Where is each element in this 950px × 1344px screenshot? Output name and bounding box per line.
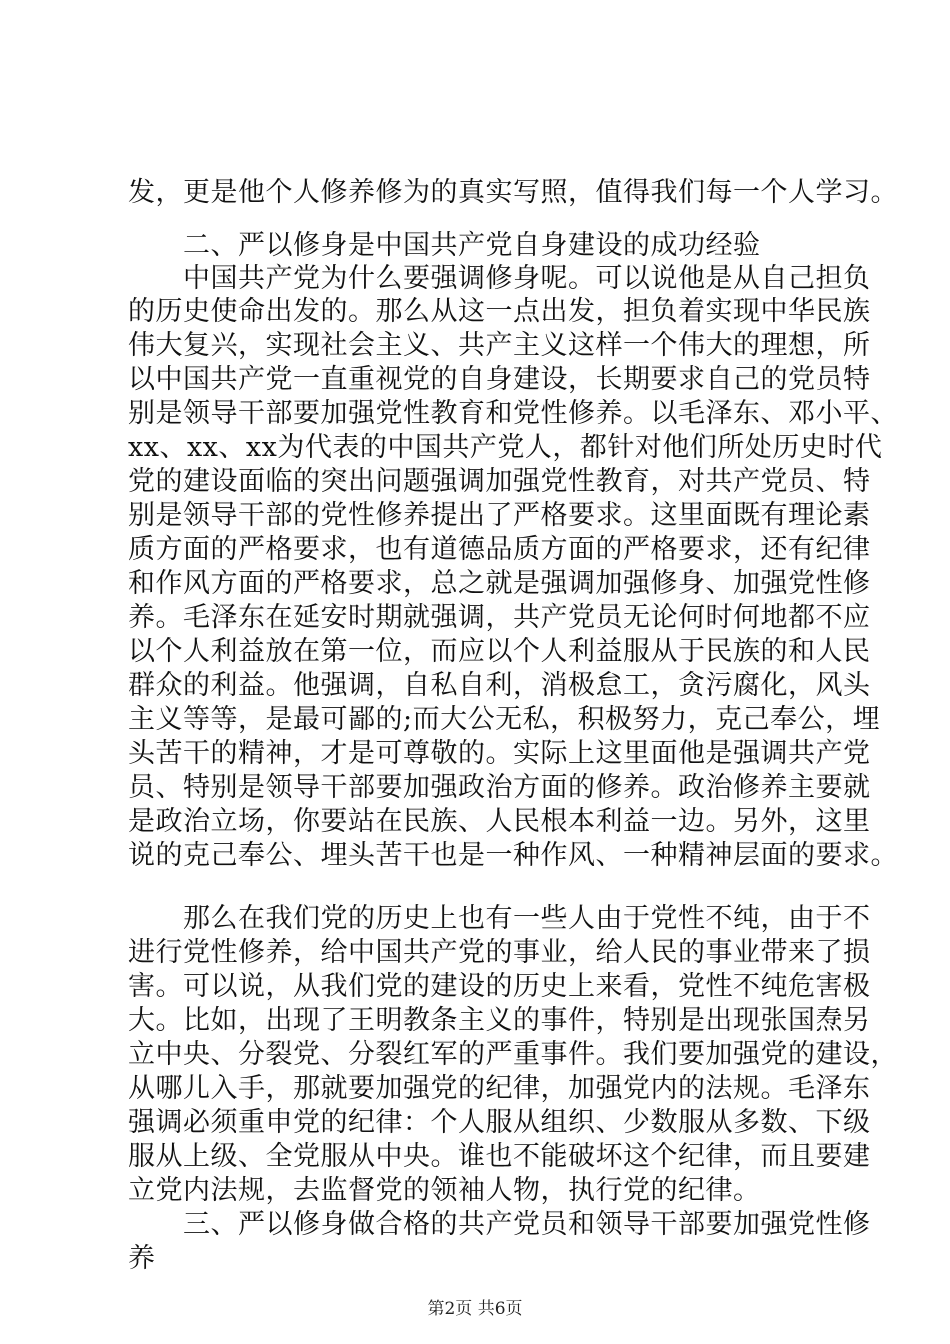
text-line: 别是领导干部的党性修养提出了严格要求。这里面既有理论素 [128, 500, 871, 531]
text-line: 头苦干的精神，才是可尊敬的。实际上这里面他是强调共产党 [128, 738, 871, 769]
text-line: 大。比如，出现了王明教条主义的事件，特别是出现张国焘另 [128, 1005, 871, 1036]
text-line: 是政治立场，你要站在民族、人民根本利益一边。另外，这里 [128, 806, 871, 837]
text-line: 服从上级、全党服从中央。谁也不能破坏这个纪律，而且要建 [128, 1141, 871, 1172]
text-line: 党的建设面临的突出问题强调加强党性教育，对共产党员、特 [128, 466, 871, 497]
section-heading: 三、严以修身做合格的共产党员和领导干部要加强党性修 [183, 1209, 871, 1240]
text-line: 养 [128, 1243, 156, 1274]
page-footer: 第2页 共6页 [427, 1299, 523, 1319]
text-line: 群众的利益。他强调，自私自利，消极怠工，贪污腐化，风头 [128, 670, 871, 701]
text-line: xx、xx、xx为代表的中国共产党人，都针对他们所处历史时代 [128, 432, 883, 463]
text-line: 和作风方面的严格要求，总之就是强调加强修身、加强党性修 [128, 568, 871, 599]
text-line: 别是领导干部要加强党性教育和党性修养。以毛泽东、邓小平、 [128, 398, 898, 429]
text-line: 发，更是他个人修养修为的真实写照，值得我们每一个人学习。 [128, 177, 898, 208]
text-line: 主义等等，是最可鄙的;而大公无私，积极努力，克己奉公，埋 [128, 704, 881, 735]
text-line: 以中国共产党一直重视党的自身建设，长期要求自己的党员特 [128, 364, 871, 395]
text-line: 中国共产党为什么要强调修身呢。可以说他是从自己担负 [183, 263, 871, 294]
text-line: 立中央、分裂党、分裂红军的严重事件。我们要加强党的建设， [128, 1039, 898, 1070]
text-line: 质方面的严格要求，也有道德品质方面的严格要求，还有纪律 [128, 534, 871, 565]
text-line: 养。毛泽东在延安时期就强调，共产党员无论何时何地都不应 [128, 602, 871, 633]
text-line: 从哪儿入手，那就要加强党的纪律，加强党内的法规。毛泽东 [128, 1073, 871, 1104]
text-line: 说的克己奉公、埋头苦干也是一种作风、一种精神层面的要求。 [128, 840, 898, 871]
text-line: 害。可以说，从我们党的建设的历史上来看，党性不纯危害极 [128, 971, 871, 1002]
text-line: 以个人利益放在第一位，而应以个人利益服从于民族的和人民 [128, 636, 871, 667]
text-line: 强调必须重申党的纪律：个人服从组织、少数服从多数、下级 [128, 1107, 871, 1138]
text-line: 进行党性修养，给中国共产党的事业，给人民的事业带来了损 [128, 937, 871, 968]
section-heading: 二、严以修身是中国共产党自身建设的成功经验 [183, 230, 761, 261]
text-line: 员、特别是领导干部要加强政治方面的修养。政治修养主要就 [128, 772, 871, 803]
text-line: 那么在我们党的历史上也有一些人由于党性不纯，由于不 [183, 903, 871, 934]
text-line: 的历史使命出发的。那么从这一点出发，担负着实现中华民族 [128, 296, 871, 327]
text-line: 立党内法规，去监督党的领袖人物，执行党的纪律。 [128, 1175, 761, 1206]
text-line: 伟大复兴，实现社会主义、共产主义这样一个伟大的理想，所 [128, 330, 871, 361]
